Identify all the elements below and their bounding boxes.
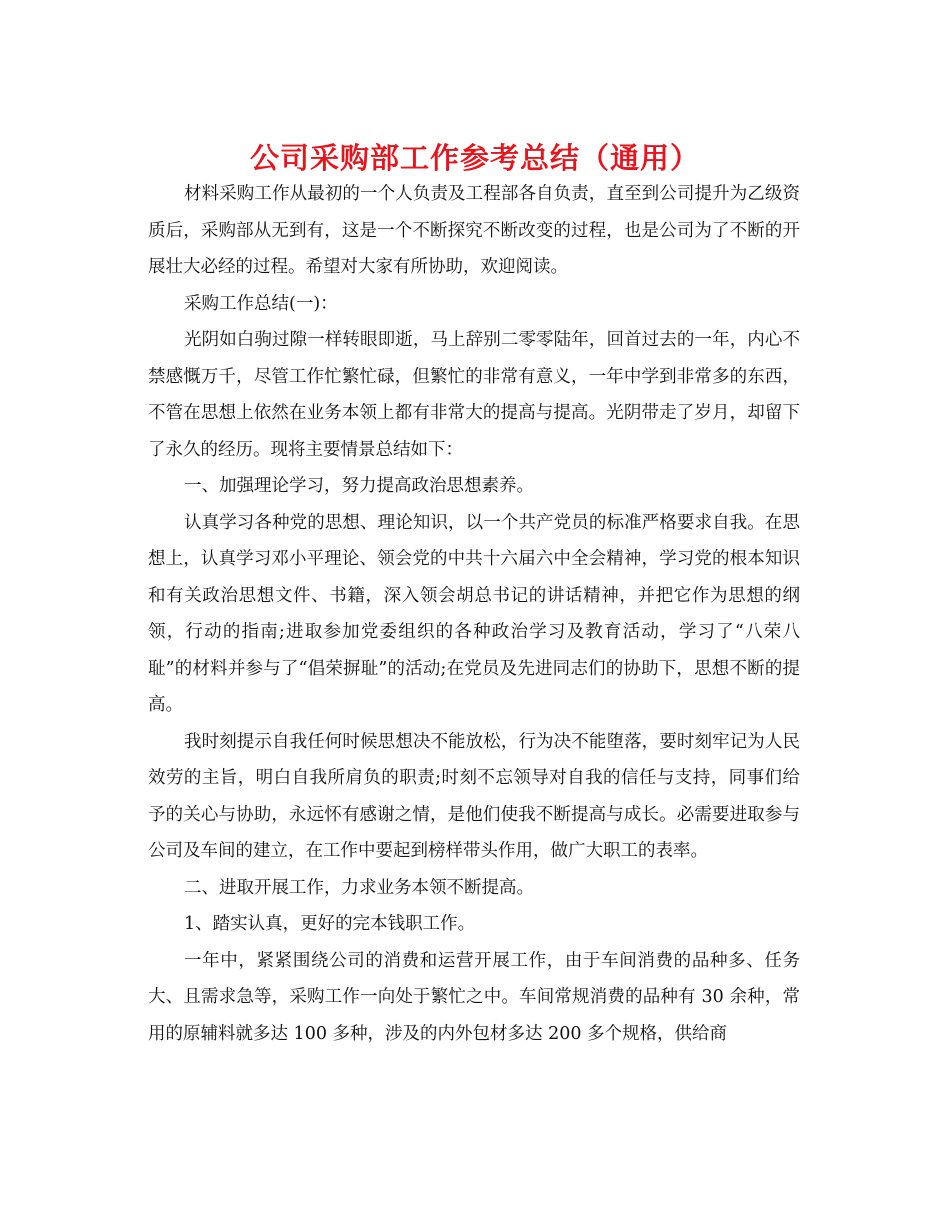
paragraph-work-details: 一年中，紧紧围绕公司的消费和运营开展工作，由于车间消费的品种多、任务大、且需求急等，采购工作一向处于繁忙之中。车间常规消费的品种有 30 余种，常用的原辅料就多达 100 多种，涉及的内外包材多达 200 多个规格，供给商 — [148, 950, 800, 1044]
paragraph-intro: 材料采购工作从最初的一个人负责及工程部各自负责，直至到公司提升为乙级资质后，采购部从无到有，这是一个不断探究不断改变的过程，也是公司为了不断的开展壮大必经的过程。希望对大家有所协助，欢迎阅读。 — [148, 184, 800, 277]
paragraph-theory-study: 认真学习各种党的思想、理论知识，以一个共产党员的标准严格要求自我。在思想上，认真学习邓小平理论、领会党的中共十六届六中全会精神，学习党的根本知识和有关政治思想文件、书籍，深入领会胡总书记的讲话精神，并把它作为思想的纲领，行动的指南;进取参加党委组织的各种政治学习及教育活动，学习了“八荣八耻”的材料并参与了“倡荣摒耻”的活动;在党员及先进同志们的协助下，思想不断的提高。 — [148, 512, 800, 715]
paragraph-subheading-one: 1、踏实认真，更好的完本钱职工作。 — [184, 914, 476, 934]
paragraph-review: 光阴如白驹过隙一样转眼即逝，马上辞别二零零陆年，回首过去的一年，内心不禁感慨万千，尽管工作忙繁忙碌，但繁忙的非常有意义，一年中学到非常多的东西，不管在思想上依然在业务本领上都有非常大的提高与提高。光阴带走了岁月，却留下了永久的经历。现将主要情景总结如下： — [148, 330, 800, 460]
paragraph-heading-two: 二、进取开展工作，力求业务本领不断提高。 — [184, 877, 534, 898]
paragraph-section-heading: 采购工作总结(一)： — [184, 293, 338, 314]
document-title: 公司采购部工作参考总结（通用） — [249, 141, 700, 175]
paragraph-self-reminder: 我时刻提示自我任何时候思想决不能放松，行为决不能堕落，要时刻牢记为人民效劳的主旨，明白自我所肩负的职责;时刻不忘领导对自我的信任与支持，同事们给予的关心与协助，永远怀有感谢之情，是他们使我不断提高与成长。必需要进取参与公司及车间的建立，在工作中要起到榜样带头作用，做广大职工的表率。 — [148, 731, 800, 861]
paragraph-heading-one: 一、加强理论学习，努力提高政治思想素养。 — [184, 476, 534, 496]
document-body — [148, 176, 800, 1052]
